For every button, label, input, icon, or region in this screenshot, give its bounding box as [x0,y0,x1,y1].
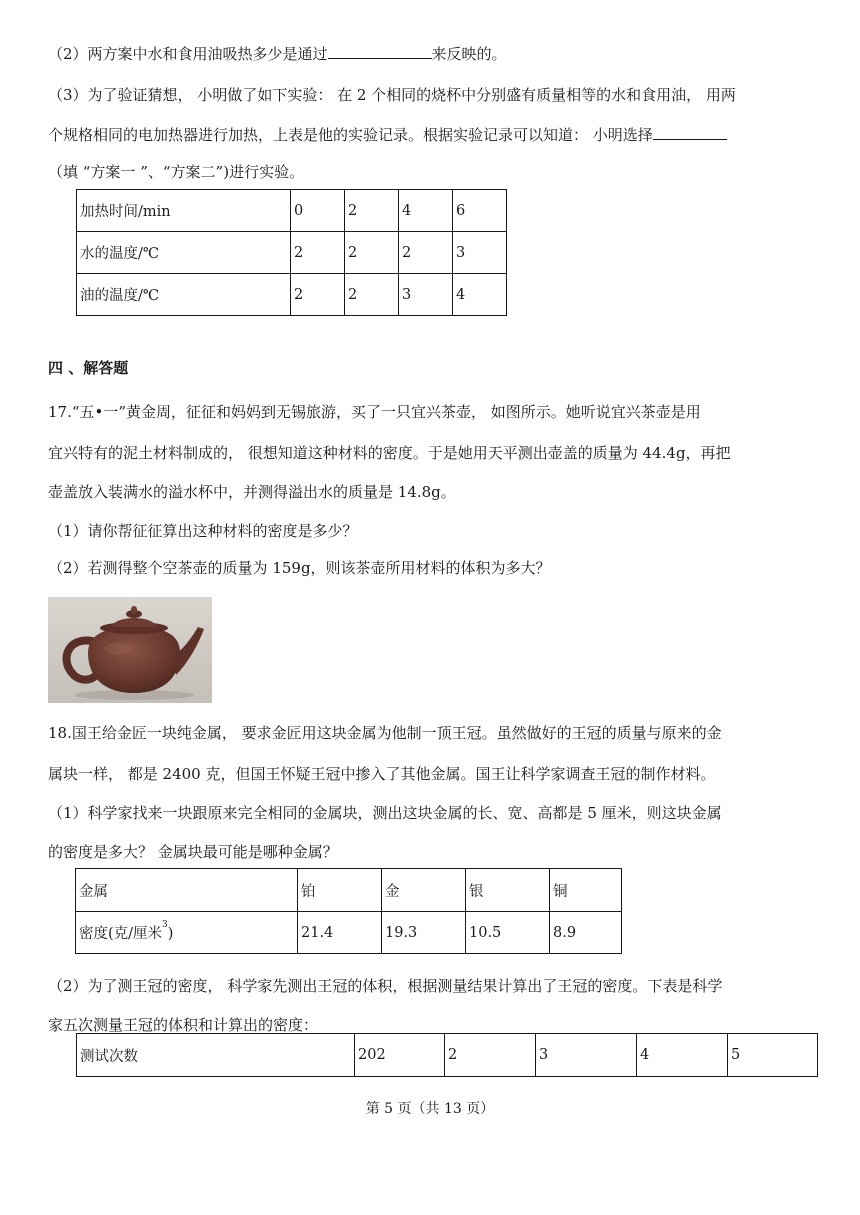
answer-blank[interactable] [328,44,432,59]
q16-part2 [48,44,507,64]
q17-line3: 壶盖放入装满水的溢水杯中，并测得溢出水的质量是 14.8g。 [48,483,456,501]
table-row [76,869,622,912]
table-cell: 3 [399,274,453,316]
density-exponent: 3 [162,920,168,930]
crown-test-table [76,1033,818,1077]
table-row [76,912,622,954]
table-cell: 4 [453,274,507,316]
teapot-image [48,597,212,703]
table-cell: 油的温度/℃ [77,274,291,316]
q18-sub2-line1: （2）为了测王冠的密度， 科学家先测出王冠的体积，根据测量结果计算出了王冠的密度。下表是科学 [48,977,723,995]
q17-sub2: （2）若测得整个空茶壶的质量为 159g，则该茶壶所用材料的体积为多大？ [48,559,551,577]
table-cell: 2 [445,1034,536,1077]
table-cell: 4 [637,1034,728,1077]
table-cell: 2 [399,232,453,274]
table-cell: 铜 [550,869,622,912]
table-cell: 19.3 [382,912,466,954]
q16-part2-text-b: 来反映的。 [431,45,507,63]
density-label: 密度(克/厘米 [79,926,163,942]
table-cell: 0 [291,190,345,232]
q16-part3-line2-text: 个规格相同的电加热器进行加热，上表是他的实验记录。根据实验记录可以知道： 小明选择 [48,126,653,144]
q17-line2: 宜兴特有的泥土材料制成的， 很想知道这种材料的密度。于是她用天平测出壶盖的质量为 44.4g，再把 [48,444,731,462]
table-cell: 3 [453,232,507,274]
table-cell [76,912,298,954]
table-cell: 21.4 [298,912,382,954]
table-cell: 2 [291,232,345,274]
page-footer: 第 5 页（共 13 页） [365,1101,495,1117]
table-row [77,190,507,232]
section-heading: 四 、解答题 [48,359,129,377]
q18-sub1-line2: 的密度是多大？ 金属块最可能是哪种金属？ [48,843,338,861]
table-cell: 2 [291,274,345,316]
q18-line1: 18.国王给金匠一块纯金属， 要求金匠用这块金属为他制一顶王冠。虽然做好的王冠的质量与原来的金 [48,724,722,742]
table-cell: 6 [453,190,507,232]
table-cell: 2 [345,274,399,316]
table-cell: 202 [355,1034,445,1077]
table-cell: 8.9 [550,912,622,954]
q18-sub2-line2: 家五次测量王冠的体积和计算出的密度： [48,1016,319,1034]
q17-line1: 17.“五•一”黄金周，征征和妈妈到无锡旅游，买了一只宜兴茶壶， 如图所示。她听说宜兴茶壶是用 [48,403,701,421]
q16-part2-text-a: （2）两方案中水和食用油吸热多少是通过 [48,45,328,63]
table-cell: 水的温度/℃ [77,232,291,274]
q16-part3-line3: （填 “方案一 ”、“方案二”)进行实验。 [48,163,305,181]
table-cell: 金属 [76,869,298,912]
table-row [77,232,507,274]
table-cell: 银 [466,869,550,912]
table-cell: 4 [399,190,453,232]
q16-part3-line2 [48,125,727,145]
q16-part3-line1: （3）为了验证猜想， 小明做了如下实验： 在 2 个相同的烧杯中分别盛有质量相等的水和食用油， 用两 [48,86,736,104]
table-cell: 测试次数 [77,1034,355,1077]
answer-blank[interactable] [653,125,727,140]
teapot-photo [48,597,212,703]
q18-line2: 属块一样， 都是 2400 克，但国王怀疑王冠中掺入了其他金属。国王让科学家调查王冠的制作材料。 [48,765,716,783]
metal-density-table [75,868,622,954]
table-cell: 2 [345,190,399,232]
table-cell: 金 [382,869,466,912]
q18-sub1-line1: （1）科学家找来一块跟原来完全相同的金属块，测出这块金属的长、宽、高都是 5 厘米，则这块金属 [48,804,722,822]
table-row [77,1034,818,1077]
density-label-close: ) [167,926,174,942]
table-cell: 铂 [298,869,382,912]
table-cell: 5 [728,1034,818,1077]
table-cell: 10.5 [466,912,550,954]
table-cell: 2 [345,232,399,274]
q17-sub1: （1）请你帮征征算出这种材料的密度是多少？ [48,522,358,540]
heating-data-table [76,189,507,316]
table-cell: 加热时间/min [77,190,291,232]
table-cell: 3 [536,1034,637,1077]
table-row [77,274,507,316]
